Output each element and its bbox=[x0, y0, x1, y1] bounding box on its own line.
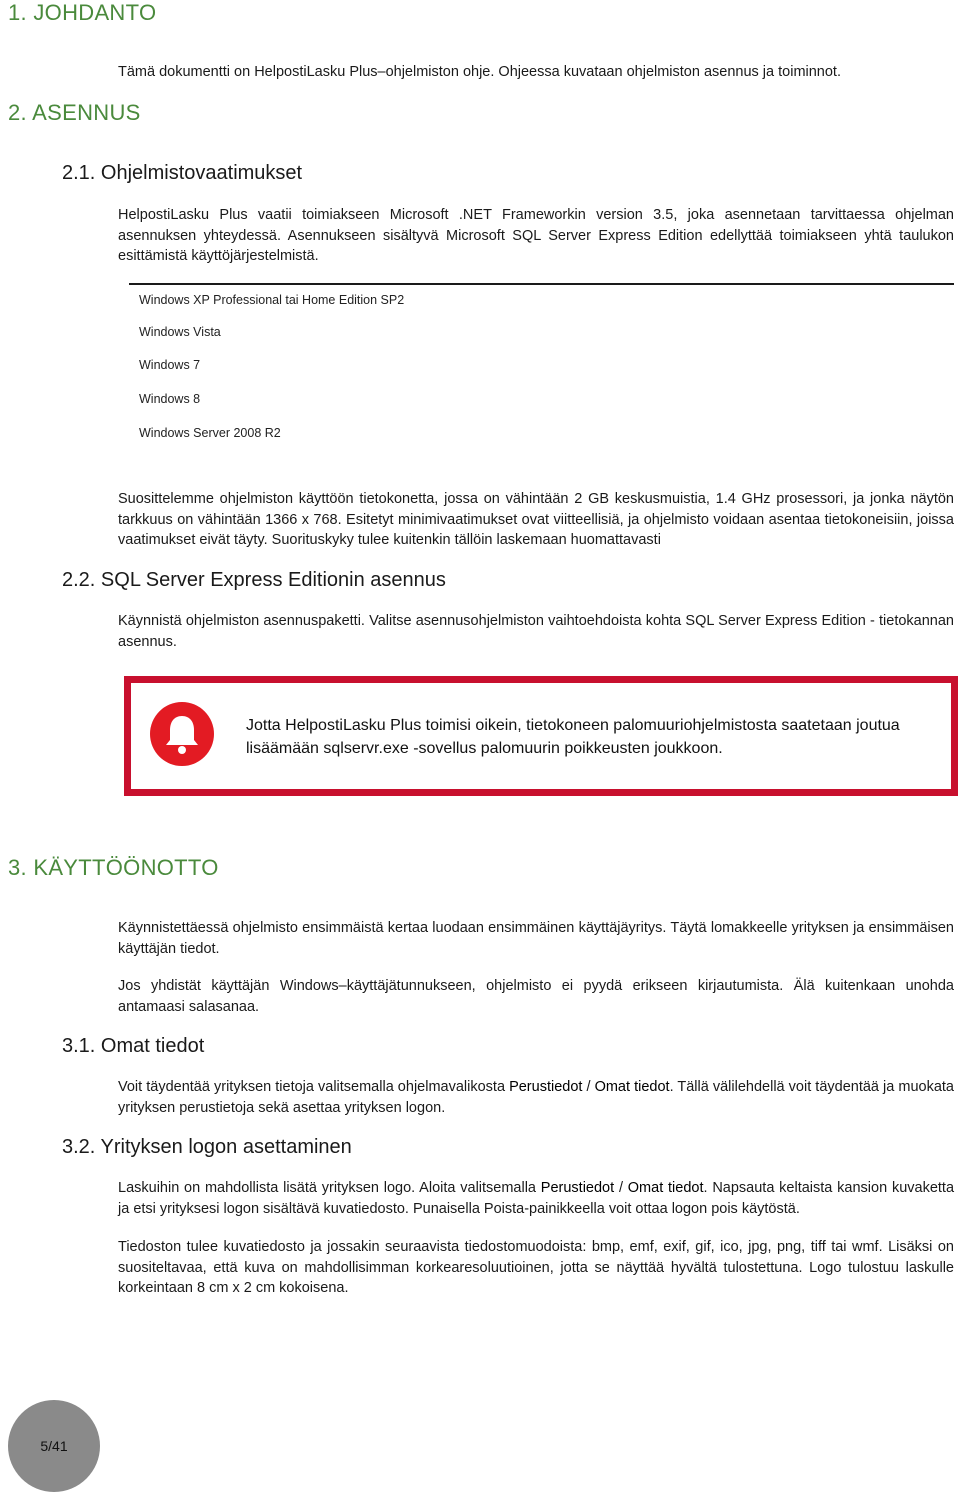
os-list-item: Windows Vista bbox=[139, 325, 221, 339]
section-2-2-title: 2.2. SQL Server Express Editionin asennus bbox=[62, 569, 446, 591]
text-run: Laskuihin on mahdollista lisätä yrityksen logo. Aloita valitsemalla bbox=[118, 1180, 541, 1196]
text-run: Voit täydentää yrityksen tietoja valitsemalla ohjelmavalikosta bbox=[118, 1079, 510, 1095]
section-3-2-text bbox=[118, 1178, 954, 1219]
section-3-title: 3. KÄYTTÖÖNOTTO bbox=[8, 855, 219, 880]
section-2-title: 2. ASENNUS bbox=[8, 100, 141, 125]
menu-reference: Perustiedot bbox=[509, 1079, 583, 1095]
menu-reference: Omat tiedot bbox=[627, 1180, 704, 1196]
text-run: / bbox=[614, 1180, 628, 1196]
section-1-text: Tämä dokumentti on HelpostiLasku Plus–ohjelmiston ohje. Ohjeessa kuvataan ohjelmiston asennus ja toiminnot. bbox=[118, 64, 841, 80]
section-2-1-title: 2.1. Ohjelmistovaatimukset bbox=[62, 162, 303, 184]
section-2-1-text: HelpostiLasku Plus vaatii toimiakseen Microsoft .NET Frameworkin version 3.5, joka asennetaan tarvittaessa ohjelman asennuksen yhteydessä. Asennukseen sisältyvä Microsoft SQL Server Express Edition edellyttää toimiakseen yhtä taulukon esittämistä käyttöjärjestelmistä. bbox=[118, 207, 954, 264]
os-list-item: Windows Server 2008 R2 bbox=[139, 426, 281, 440]
os-list-item: Windows XP Professional tai Home Edition SP2 bbox=[139, 293, 405, 307]
text-run: . Tällä välilehdellä voit täydentää ja muokata yrityksen perustietoja sekä asettaa yrityksen logon. bbox=[118, 1079, 954, 1116]
page-number-badge bbox=[8, 1400, 100, 1492]
menu-reference: Perustiedot bbox=[540, 1180, 615, 1196]
section-3-1-title: 3.1. Omat tiedot bbox=[62, 1035, 205, 1057]
os-list-item: Windows 7 bbox=[139, 358, 201, 372]
section-3-2-text-2: Tiedoston tulee kuvatiedosto ja jossakin seuraavista tiedostomuodoista: bmp, emf, exif, gif, ico, jpg, png, tiff tai wmf. Lisäksi on suositeltavaa, että kuva on mahdollisimman korkearesoluutioinen, jotta se näyttää hyvältä tulostettuna. Logo tulostuu laskulle korkeintaan 8 cm x 2 cm kokoisena. bbox=[118, 1239, 954, 1296]
section-3-2-title: 3.2. Yrityksen logon asettaminen bbox=[62, 1136, 352, 1158]
section-3-text-1: Käynnistettäessä ohjelmisto ensimmäistä kertaa luodaan ensimmäinen käyttäjäyritys. Täytä lomakkeelle yrityksen ja ensimmäisen käyttäjän tiedot. bbox=[118, 920, 954, 957]
menu-reference: Omat tiedot bbox=[594, 1079, 670, 1095]
table-top-rule bbox=[129, 283, 954, 285]
section-3-1-text bbox=[118, 1077, 954, 1118]
section-2-2-text: Käynnistä ohjelmiston asennuspaketti. Valitse asennusohjelmiston vaihtoehdoista kohta SQL Server Express Edition - tietokannan asennus. bbox=[118, 613, 954, 650]
section-1-title: 1. JOHDANTO bbox=[8, 0, 157, 25]
section-2-1-text-2: Suosittelemme ohjelmiston käyttöön tietokonetta, jossa on vähintään 2 GB keskusmuistia, 1.4 GHz prosessori, ja jonka näytön tarkkuus on vähintään 1366 x 768. Esitetyt minimivaatimukset ovat viitteellisiä, ja ohjelmisto voidaan asentaa tietokoneisiin, joissa vaatimukset eivät täyty. Suorituskyky tulee kuitenkin tällöin laskemaan huomattavasti bbox=[118, 491, 954, 548]
os-list-item: Windows 8 bbox=[139, 392, 201, 406]
section-3-text-2: Jos yhdistät käyttäjän Windows–käyttäjätunnukseen, ohjelmisto ei pyydä erikseen kirjautumista. Älä kuitenkaan unohda antamaasi salasanaa. bbox=[118, 978, 954, 1015]
text-run: / bbox=[582, 1079, 595, 1095]
page-number: 5/41 bbox=[40, 1438, 68, 1454]
text-run: . Napsauta keltaista kansion kuvaketta ja etsi yrityksesi logon sisältävä kuvatiedosto. Punaisella Poista-painikkeella voit ottaa logon pois käytöstä. bbox=[118, 1180, 955, 1217]
bell-icon bbox=[150, 702, 214, 766]
alert-text: Jotta HelpostiLasku Plus toimisi oikein, tietokoneen palomuuriohjelmistosta saatetaan joutua lisäämään sqlservr.exe -sovellus palomuurin poikkeusten joukkoon. bbox=[246, 717, 900, 757]
